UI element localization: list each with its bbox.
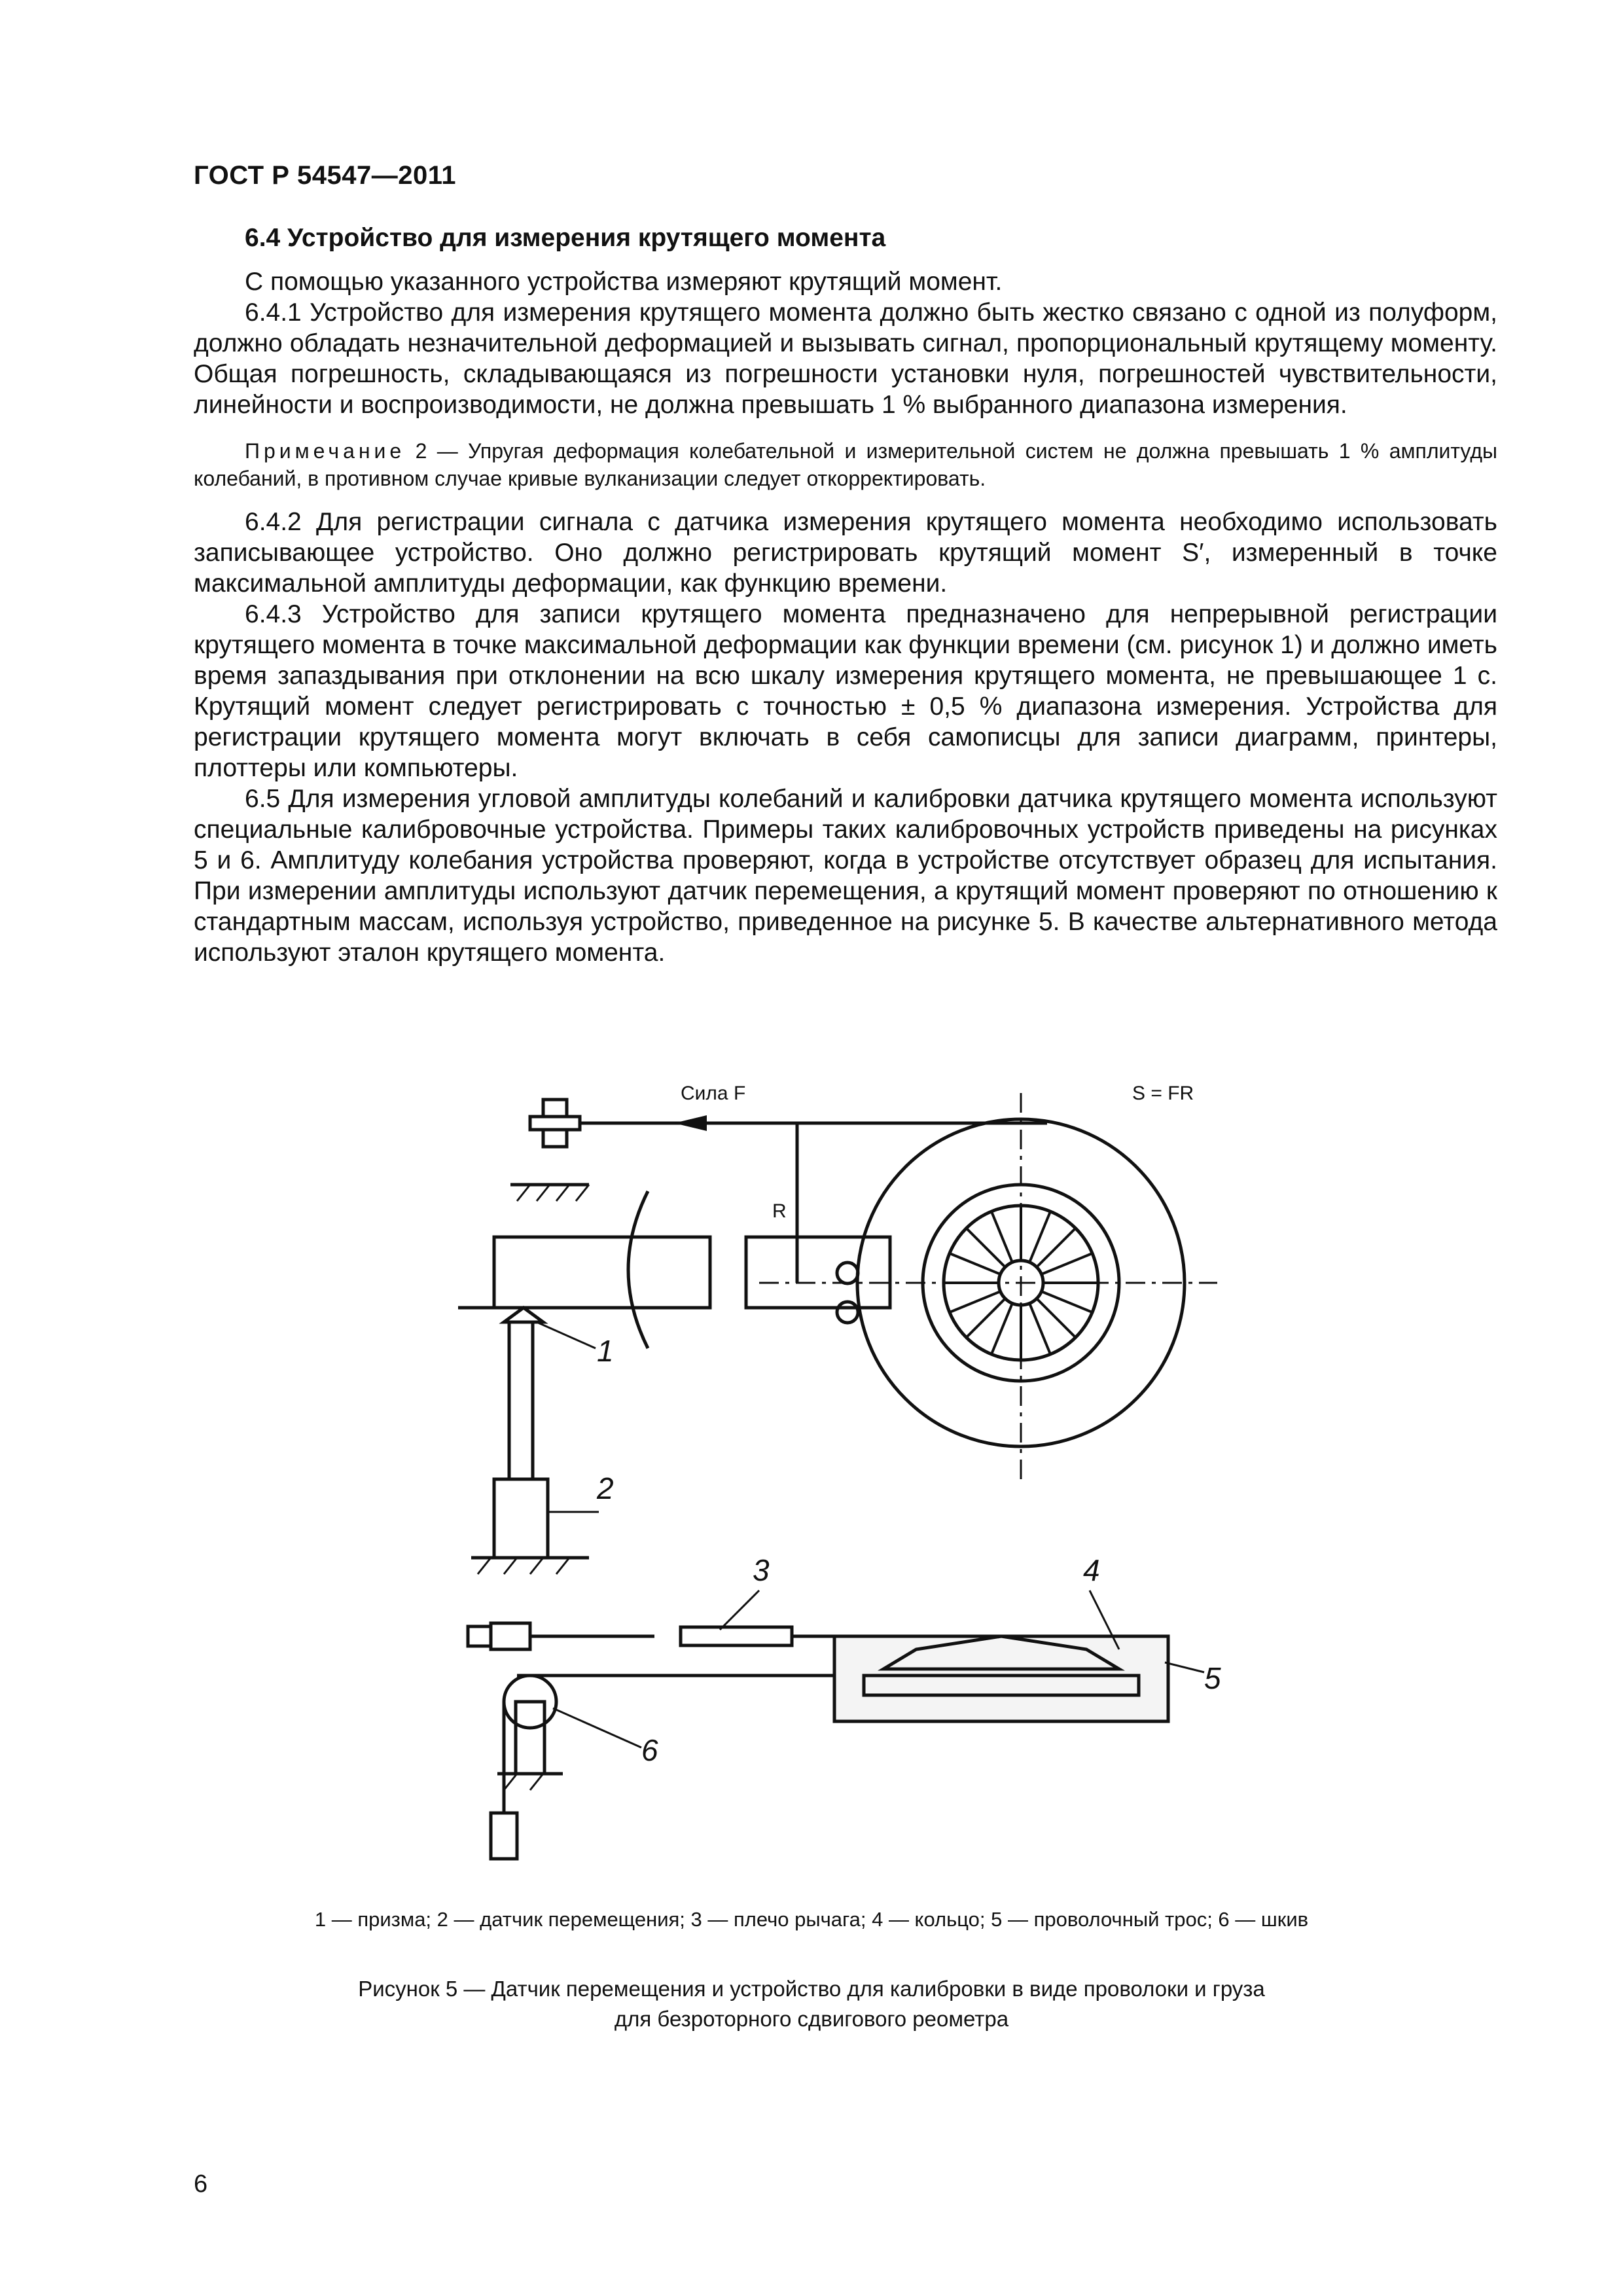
- paragraph-intro: С помощью указанного устройства измеряют крутящий момент.: [245, 268, 1003, 296]
- lever-arm-left: [494, 1237, 710, 1308]
- screw-1: [837, 1263, 858, 1283]
- lever-arm-right: [746, 1237, 890, 1308]
- note-2: [194, 437, 1497, 492]
- document-header: ГОСТ Р 54547—2011: [194, 161, 456, 190]
- paragraph-6-4-3: 6.4.3 Устройство для записи крутящего момента предназначено для непрерывной регистрации крутящего момента в точке максимальной деформации как функции времени (см. рисунок 1) и должно иметь время запаздывания при отклонении на всю шкалу измерения крутящего момента, не превышающее 1 с. Крутящий момент следует регистрировать с точностью ± 0,5 % диапазона измерения. Устройства для регистрации крутящего момента могут включать в себя самописцы для записи диаграмм, принтеры, плоттеры или компьютеры.: [194, 600, 1497, 782]
- clamp-bottom: [543, 1130, 567, 1147]
- callout-2: 2: [597, 1471, 614, 1505]
- force-arrow-head: [674, 1115, 707, 1131]
- figure-legend: 1 — призма; 2 — датчик перемещения; 3 — плечо рычага; 4 — кольцо; 5 — проволочный трос; 6 — шкив: [314, 1908, 1309, 1931]
- figure-caption: [0, 1974, 1623, 2034]
- force-label: Сила F: [681, 1083, 746, 1104]
- rotation-arrow: [628, 1191, 648, 1348]
- figure-5: [458, 1047, 1257, 1892]
- figure-5-drawing: [458, 1047, 1257, 1892]
- note-text: 2 — Упругая деформация колебательной и измерительной систем не должна превышать 1 % амплитуды колебаний, в противном случае кривые вулканизации следует откорректировать.: [194, 439, 1498, 490]
- note-label: Примечание: [245, 439, 406, 463]
- paragraph-6-4-2: 6.4.2 Для регистрации сигнала с датчика измерения крутящего момента необходимо использовать записывающее устройство. Оно должно регистрировать крутящий момент S′, измеренный в точке максимальной амплитуды деформации, как функцию времени.: [194, 508, 1497, 598]
- cable-end: [468, 1626, 491, 1646]
- callout-3: 3: [753, 1553, 770, 1587]
- clamp-plate: [530, 1117, 580, 1130]
- lever-arm-3: [681, 1627, 792, 1645]
- body-text: [194, 223, 1497, 968]
- caption-line-1: Рисунок 5 — Датчик перемещения и устройство для калибровки в виде проволоки и груза: [358, 1977, 1265, 2001]
- screw-2: [837, 1302, 858, 1323]
- formula-label: S = FR: [1132, 1083, 1194, 1104]
- sensor-rod: [509, 1322, 533, 1479]
- weight: [491, 1813, 517, 1859]
- radius-label: R: [772, 1200, 787, 1222]
- caption-line-2: для безроторного сдвигового реометра: [614, 2007, 1009, 2031]
- callout-5: 5: [1204, 1661, 1221, 1695]
- callout-1: 1: [597, 1334, 614, 1368]
- pulley-support: [516, 1702, 544, 1774]
- callout-6: 6: [641, 1733, 658, 1767]
- clamp-top: [543, 1100, 567, 1117]
- paragraph-6-4-1: 6.4.1 Устройство для измерения крутящего момента должно быть жестко связано с одной из полуформ, должно обладать незначительной деформацией и вызывать сигнал, пропорциональный крутящему моменту. Общая погрешность, складывающаяся из погрешности установки нуля, погрешностей чувствительности, линейности и воспроизводимости, не должна превышать 1 % выбранного диапазона измерения.: [194, 298, 1497, 419]
- callout-4: 4: [1083, 1553, 1100, 1587]
- cable-clamp: [491, 1623, 530, 1649]
- page-number: 6: [194, 2170, 208, 2198]
- displacement-sensor: [494, 1479, 548, 1558]
- section-heading: 6.4 Устройство для измерения крутящего момента: [245, 224, 886, 252]
- paragraph-6-5: 6.5 Для измерения угловой амплитуды колебаний и калибровки датчика крутящего момента используют специальные калибровочные устройства. Примеры таких калибровочных устройств приведены на рисунках 5 и 6. Амплитуду колебания устройства проверяют, когда в устройстве отсутствует образец для испытания. При измерении амплитуды используют датчик перемещения, а крутящий момент проверяют по отношению к стандартным массам, используя устройство, приведенное на рисунке 5. В качестве альтернативного метода используют эталон крутящего момента.: [194, 785, 1497, 967]
- prism: [504, 1308, 543, 1322]
